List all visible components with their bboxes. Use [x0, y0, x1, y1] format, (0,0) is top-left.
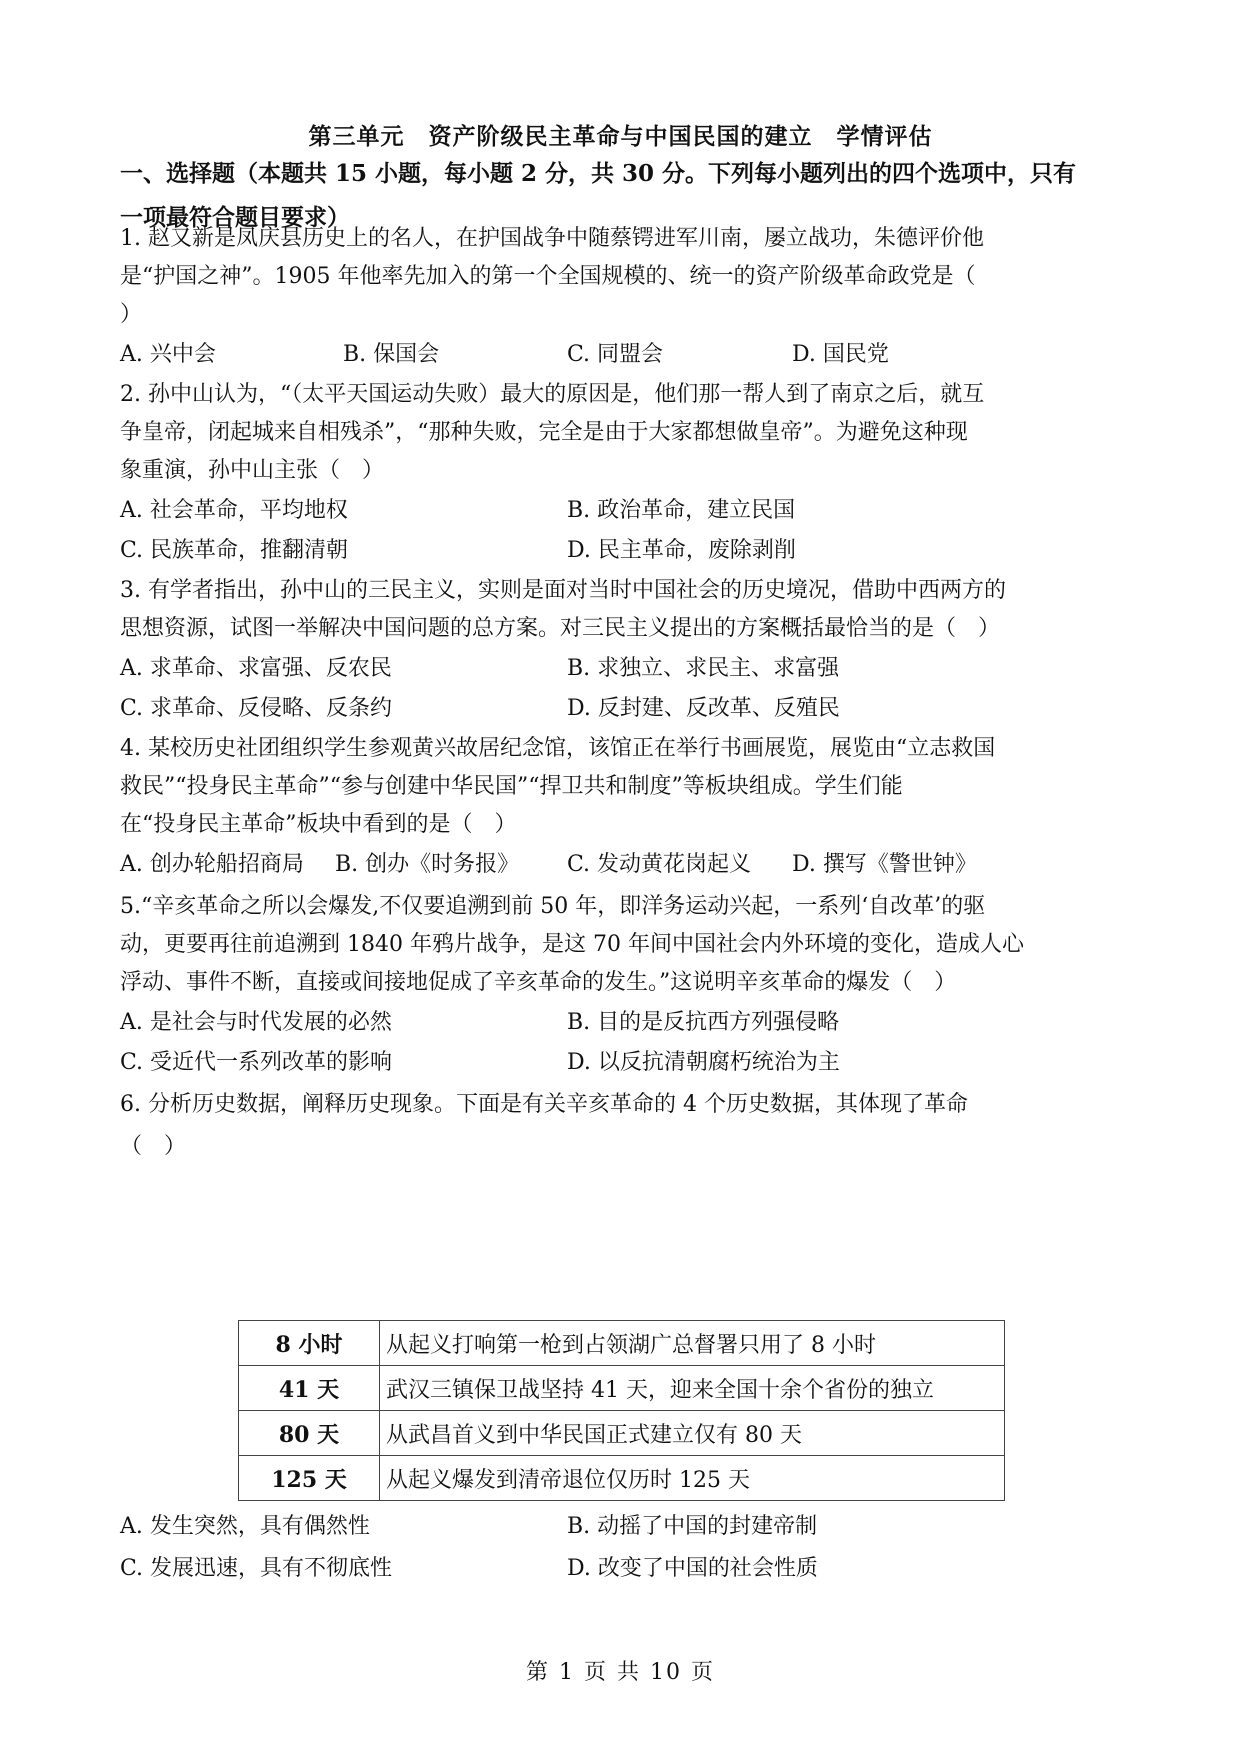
table-cell-description: 从起义爆发到清帝退位仅历时 125 天: [380, 1456, 1005, 1501]
question-1-option-c: C. 同盟会: [567, 342, 664, 367]
question-1-option-b: B. 保国会: [343, 342, 440, 367]
question-6-option-b: B. 动摇了中国的封建帝制: [567, 1514, 818, 1539]
question-1-line-1: 1. 赵又新是凤庆县历史上的名人，在护国战争中随蔡锷进军川南，屡立战功，朱德评价他: [120, 226, 984, 251]
table-cell-description: 从武昌首义到中华民国正式建立仅有 80 天: [380, 1411, 1005, 1456]
question-5-line-1: 5.“辛亥革命之所以会爆发,不仅要追溯到前 50 年，即洋务运动兴起，一系列‘自改革’的驱: [120, 894, 986, 919]
question-4-option-c: C. 发动黄花岗起义: [567, 852, 752, 877]
table-row: [239, 1456, 1005, 1501]
question-1-line-3: ）: [120, 302, 143, 327]
question-3-option-a: A. 求革命、求富强、反农民: [120, 656, 392, 681]
question-5-option-b: B. 目的是反抗西方列强侵略: [567, 1010, 840, 1035]
question-6-option-a: A. 发生突然，具有偶然性: [120, 1514, 370, 1539]
question-5-option-d: D. 以反抗清朝腐朽统治为主: [567, 1050, 840, 1075]
question-3-option-d: D. 反封建、反改革、反殖民: [567, 696, 840, 721]
question-6-line-1: 6. 分析历史数据，阐释历史现象。下面是有关辛亥革命的 4 个历史数据，其体现了革命: [120, 1092, 968, 1117]
question-2-line-1: 2. 孙中山认为，“（太平天国运动失败）最大的原因是，他们那一帮人到了南京之后，就互: [120, 382, 985, 407]
question-6-line-2: （ ）: [120, 1134, 187, 1159]
question-4-line-3: 在“投身民主革命”板块中看到的是（ ）: [120, 812, 517, 837]
table-cell-duration: 80 天: [239, 1411, 380, 1456]
question-3-option-c: C. 求革命、反侵略、反条约: [120, 696, 393, 721]
question-1-option-a: A. 兴中会: [120, 342, 216, 367]
question-6-option-c: C. 发展迅速，具有不彻底性: [120, 1556, 393, 1581]
question-3-option-b: B. 求独立、求民主、求富强: [567, 656, 840, 681]
page-title: 第三单元 资产阶级民主革命与中国民国的建立 学情评估: [308, 123, 933, 150]
question-2-option-c: C. 民族革命，推翻清朝: [120, 538, 349, 563]
table-row: [239, 1411, 1005, 1456]
section-heading-line-1: 一、选择题（本题共 15 小题，每小题 2 分，共 30 分。下列每小题列出的四个选项中，只有: [120, 160, 1077, 187]
table-cell-description: 从起义打响第一枪到占领湖广总督署只用了 8 小时: [380, 1321, 1005, 1366]
table-cell-description: 武汉三镇保卫战坚持 41 天，迎来全国十余个省份的独立: [380, 1366, 1005, 1411]
question-4-line-2: 救民”“投身民主革命”“参与创建中华民国”“捍卫共和制度”等板块组成。学生们能: [120, 774, 903, 799]
table-cell-duration: 125 天: [239, 1456, 380, 1501]
question-2-option-a: A. 社会革命，平均地权: [120, 498, 348, 523]
question-2-line-3: 象重演，孙中山主张（ ）: [120, 458, 385, 483]
question-1-line-2: 是“护国之神”。1905 年他率先加入的第一个全国规模的、统一的资产阶级革命政党是（: [120, 264, 976, 289]
question-3-line-2: 思想资源，试图一举解决中国问题的总方案。对三民主义提出的方案概括最恰当的是（ ）: [120, 616, 1001, 641]
page-number-footer: 第 1 页 共 10 页: [526, 1660, 715, 1685]
question-4-option-b: B. 创办《时务报》: [335, 852, 520, 877]
question-2-line-2: 争皇帝，闭起城来自相残杀”，“那种失败，完全是由于大家都想做皇帝”。为避免这种现: [120, 420, 968, 445]
question-4-option-a: A. 创办轮船招商局: [120, 852, 304, 877]
question-6-option-d: D. 改变了中国的社会性质: [567, 1556, 818, 1581]
question-5-line-3: 浮动、事件不断，直接或间接地促成了辛亥革命的发生。”这说明辛亥革命的爆发（ ）: [120, 970, 957, 995]
question-5-option-c: C. 受近代一系列改革的影响: [120, 1050, 393, 1075]
revolution-data-table: [238, 1320, 1005, 1501]
table-cell-duration: 8 小时: [239, 1321, 380, 1366]
question-2-option-d: D. 民主革命，废除剥削: [567, 538, 796, 563]
question-4-line-1: 4. 某校历史社团组织学生参观黄兴故居纪念馆，该馆正在举行书画展览，展览由“立志救国: [120, 736, 996, 761]
question-2-option-b: B. 政治革命，建立民国: [567, 498, 796, 523]
question-3-line-1: 3. 有学者指出，孙中山的三民主义，实则是面对当时中国社会的历史境况，借助中西两方的: [120, 578, 1006, 603]
table-row: [239, 1321, 1005, 1366]
question-5-option-a: A. 是社会与时代发展的必然: [120, 1010, 392, 1035]
question-5-line-2: 动，更要再往前追溯到 1840 年鸦片战争，是这 70 年间中国社会内外环境的变化，造成人心: [120, 932, 1024, 957]
section-heading-line-2: 一项最符合题目要求）: [120, 204, 350, 231]
table-cell-duration: 41 天: [239, 1366, 380, 1411]
question-4-option-d: D. 撰写《警世钟》: [792, 852, 977, 877]
table-row: [239, 1366, 1005, 1411]
question-1-option-d: D. 国民党: [792, 342, 889, 367]
